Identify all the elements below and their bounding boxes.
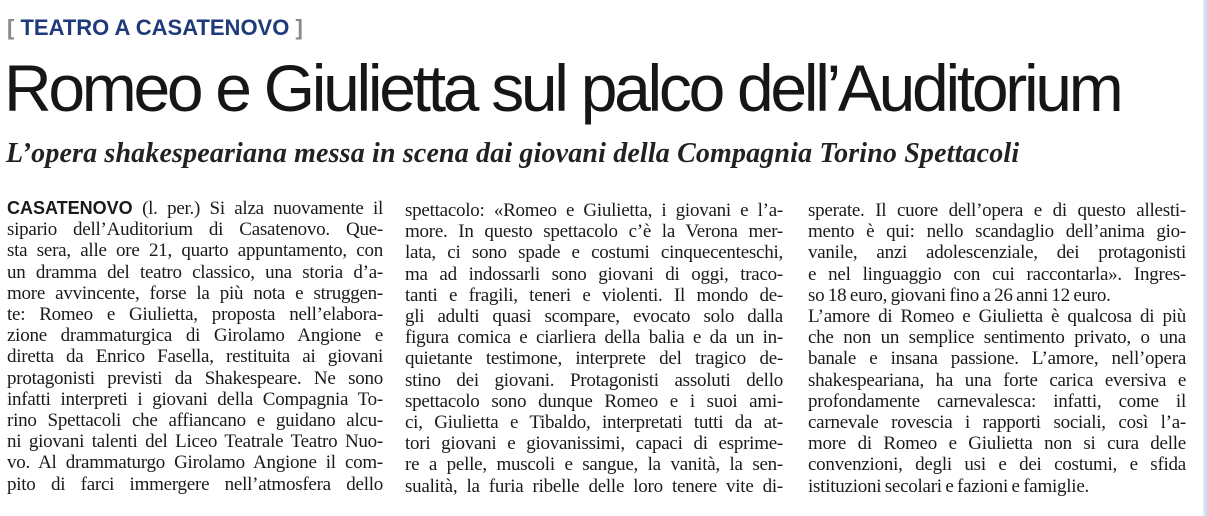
article-line: ma ad indossarli sono giovani di oggi, traco- (405, 263, 783, 285)
article-line: che non un semplice sentimento privato, o una (808, 327, 1186, 349)
kicker-close-bracket: ] (295, 15, 303, 40)
article-line: sta sera, alle ore 21, quarto appuntamento, con (7, 240, 383, 262)
article-line: profondamente carnevalesca: infatti, come il (808, 390, 1186, 412)
article-line: L’amore di Romeo e Giulietta è qualcosa di più (808, 306, 1186, 328)
article-line: re a pelle, muscoli e sangue, la vanità, la sen- (405, 454, 783, 476)
article-line: ci, Giulietta e Tibaldo, interpretati tutti da at- (405, 412, 783, 434)
kicker-open-bracket: [ (7, 15, 15, 40)
article-line: tori giovani e giovanissimi, capaci di esprime- (405, 433, 783, 455)
article-line: spettacolo sono dunque Romeo e i suoi ami- (405, 390, 783, 412)
article-line: convenzioni, degli usi e dei costumi, e sfida (808, 454, 1186, 476)
article-line: stino dei giovani. Protagonisti assoluti dello (405, 369, 783, 391)
article-line: ni giovani talenti del Liceo Teatrale Teatro Nuo- (7, 431, 383, 453)
article-line: sperate. Il cuore dell’opera e di questo allesti- (808, 200, 1186, 221)
article-column-1 (7, 198, 383, 495)
article-line: sipario dell’Auditorium di Casatenovo. Que- (7, 219, 383, 241)
article-line: infatti interpreti i giovani della Compagnia To- (7, 388, 383, 410)
article-line: so 18 euro, giovani fino a 26 anni 12 euro. (808, 284, 1111, 306)
article-line: zione drammaturgica di Girolamo Angione e (7, 325, 383, 347)
article-column-2 (405, 198, 783, 497)
article-line: more avvincente, forse la più nota e struggen- (7, 282, 383, 304)
page-edge (1203, 0, 1208, 516)
article-line: sualità, la furia ribelle delle loro tenere vite di- (405, 475, 783, 497)
article-line: more. In questo spettacolo c’è la Verona mer- (405, 221, 783, 243)
article-line: more di Romeo e Giulietta non si cura delle (808, 433, 1186, 455)
dateline: CASATENOVO (7, 198, 133, 218)
article-line: banale e insana passione. L’amore, nell’opera (808, 348, 1186, 370)
subtitle: L’opera shakespeariana messa in scena dai giovani della Compagnia Torino Spettacoli (6, 138, 1020, 169)
article-line-text: (l. per.) Si alza nuovamente il (132, 198, 383, 219)
article-line: shakespeariana, ha una forte carica eversiva e (808, 369, 1186, 391)
article-line: vo. Al drammaturgo Girolamo Angione il com- (7, 452, 383, 474)
article-line: un dramma del teatro classico, una storia d’a- (7, 261, 383, 283)
article-line: e nel linguaggio con cui raccontarla». Ingres- (808, 263, 1186, 285)
article-line: tanti e fragili, teneri e violenti. Il mondo de- (405, 284, 783, 306)
article-line: rino Spettacoli che affiancano e guidano alcu- (7, 410, 383, 432)
article-column-3 (808, 198, 1186, 497)
article-line: lata, ci sono spade e costumi cinquecenteschi, (405, 242, 783, 264)
article-line: vanile, anzi adolescenziale, dei protagonisti (808, 242, 1186, 264)
article-line: carnevale rovescia i rapporti sociali, così l’a- (808, 412, 1186, 434)
article-line: figura comica e ciarliera della balia e da un in- (405, 327, 783, 349)
article-line: protagonisti previsti da Shakespeare. Ne sono (7, 367, 383, 389)
kicker (7, 14, 303, 42)
headline: Romeo e Giulietta sul palco dell’Auditorium (4, 51, 1121, 125)
kicker-label: TEATRO A CASATENOVO (20, 15, 290, 40)
article-line: pito di farci immergere nell’atmosfera dello (7, 473, 383, 495)
article-line: diretta da Enrico Fasella, restituita ai giovani (7, 346, 383, 368)
article-line: te: Romeo e Giulietta, proposta nell’elabora- (7, 304, 383, 326)
article-line: quietante testimone, interprete del tragico de- (405, 348, 783, 370)
article-line: gli adulti quasi scompare, evocato solo dalla (405, 306, 783, 328)
article-line (7, 198, 383, 219)
article-line: spettacolo: «Romeo e Giulietta, i giovani e l’a- (405, 200, 783, 221)
article-line: istituzioni secolari e fazioni e famiglie. (808, 475, 1090, 497)
article-line: mento è qui: nello scandaglio dell’anima gio- (808, 221, 1186, 243)
